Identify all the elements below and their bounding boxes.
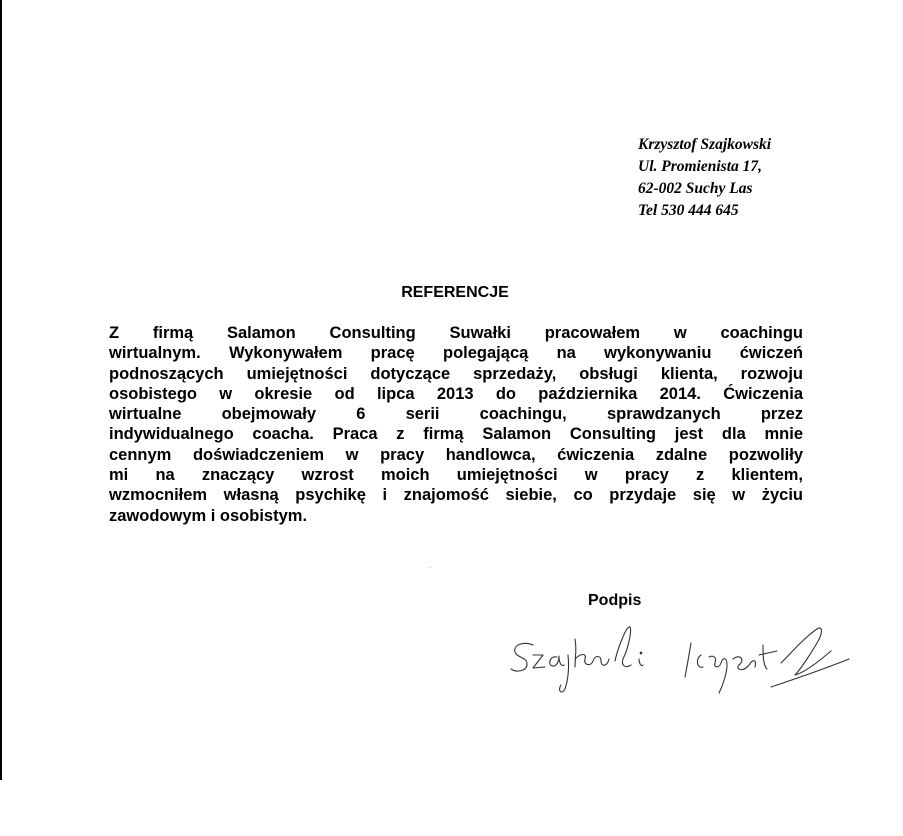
body-line: Z firmą Salamon Consulting Suwałki pracowałem w coachingu bbox=[109, 324, 803, 342]
body-line: mi na znaczący wzrost moich umiejętności w pracy z klientem, bbox=[109, 466, 803, 485]
body-line: zawodowym i osobistym. bbox=[109, 506, 308, 525]
body-line: indywidualnego coacha. Praca z firmą Salamon Consulting jest dla mnie bbox=[109, 425, 803, 444]
signature-text: Szajkowski Krzysztof bbox=[505, 709, 515, 710]
sender-address-block bbox=[638, 134, 771, 222]
body-line: podnoszących umiejętności dotyczące sprzedaży, obsługi klienta, rozwoju bbox=[109, 364, 803, 383]
document-title: REFERENCJE bbox=[401, 284, 509, 301]
body-line: wzmocniłem własną psychikę i znajomość siebie, co przydaje się w życiu bbox=[109, 486, 803, 505]
sender-city: 62-002 Suchy Las bbox=[638, 180, 753, 197]
sender-street: Ul. Promienista 17, bbox=[638, 158, 763, 175]
sender-name: Krzysztof Szajkowski bbox=[638, 136, 772, 153]
signature-label: Podpis bbox=[588, 592, 642, 609]
body-line: wirtualnym. Wykonywałem pracę polegającą na wykonywaniu ćwiczeń bbox=[109, 344, 803, 363]
scan-speck bbox=[430, 567, 431, 568]
body-line: wirtualne obejmowały 6 serii coachingu, sprawdzanych przez bbox=[109, 405, 803, 424]
body-line: osobistego w okresie od lipca 2013 do października 2014. Ćwiczenia bbox=[109, 384, 803, 403]
reference-body bbox=[109, 323, 803, 526]
page-left-border bbox=[0, 0, 2, 780]
body-line: cennym doświadczeniem w pracy handlowca, ćwiczenia zdalne pozwoliły bbox=[109, 445, 803, 464]
sender-phone: Tel 530 444 645 bbox=[638, 202, 739, 219]
handwritten-signature bbox=[505, 615, 855, 710]
